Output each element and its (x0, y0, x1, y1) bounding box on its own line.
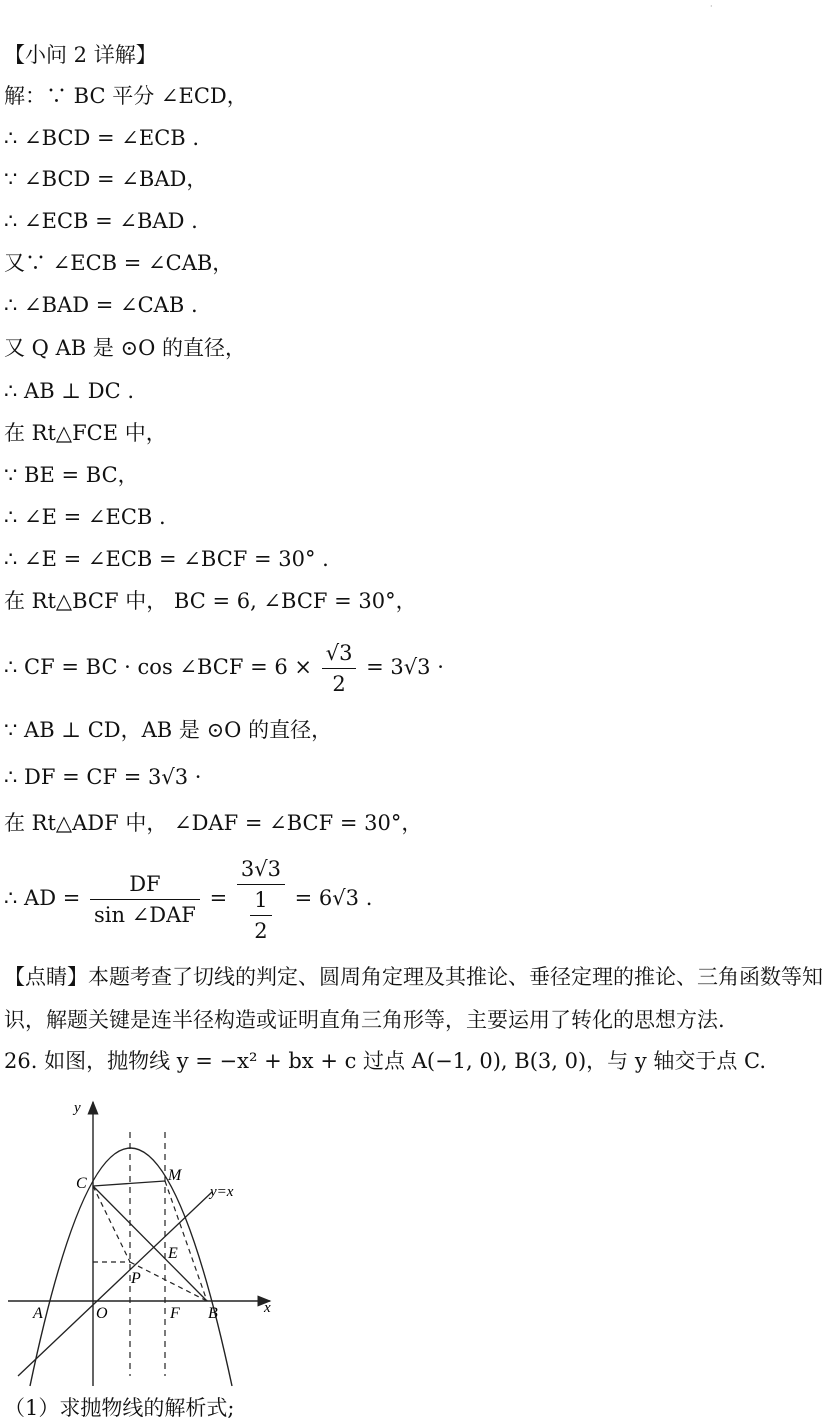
ad-fraction-2-numerator: 3√3 (237, 854, 285, 885)
cf-equation (4, 636, 444, 699)
ad-inner-fraction (250, 885, 271, 946)
cf-fraction-numerator: √3 (322, 638, 357, 669)
solution-line-9: 在 Rt△FCE 中， (4, 421, 167, 445)
label-m: M (168, 1167, 182, 1184)
ad-inner-denominator: 2 (254, 918, 268, 943)
label-p: P (131, 1270, 141, 1287)
solution-line-3: ∵ ∠BCD = ∠BAD， (4, 167, 208, 191)
ad-fraction-2-denominator (237, 885, 285, 946)
label-x-axis: x (264, 1300, 271, 1316)
solution-line-14: ∵ AB ⊥ CD，AB 是 ⊙O 的直径， (4, 718, 333, 742)
solution-line-8: ∴ AB ⊥ DC . (4, 379, 134, 403)
solution-line-12: ∴ ∠E = ∠ECB = ∠BCF = 30° . (4, 547, 329, 571)
segment-cb (93, 1186, 207, 1301)
solution-line-1: 解：∵ BC 平分 ∠ECD， (4, 84, 248, 108)
ad-fraction-1 (90, 869, 200, 930)
corner-dot: · (710, 2, 713, 11)
problem-statement: 26. 如图，抛物线 y = −x² + bx + c 过点 A(−1, 0), B(3, 0)，与 y 轴交于点 C. (4, 1049, 767, 1073)
segment-cp (93, 1186, 130, 1262)
ad-equation (4, 852, 372, 946)
label-a: A (33, 1305, 43, 1322)
solution-line-15: ∴ DF = CF = 3√3 · (4, 765, 202, 789)
solution-line-5: 又∵ ∠ECB = ∠CAB， (4, 251, 234, 275)
label-y-axis: y (74, 1100, 81, 1116)
segment-cm (93, 1181, 165, 1186)
solution-line-16: 在 Rt△ADF 中， ∠DAF = ∠BCF = 30°， (4, 811, 423, 835)
label-o: O (96, 1305, 108, 1322)
comment-paragraph: 【点睛】本题考查了切线的判定、圆周角定理及其推论、垂径定理的推论、三角函数等知识，解题关键是连半径构造或证明直角三角形等，主要运用了转化的思想方法. (4, 965, 823, 1032)
cf-suffix: = 3√3 · (366, 655, 444, 679)
ad-equals: = (209, 886, 228, 910)
ad-inner-numerator: 1 (250, 885, 271, 916)
ad-suffix: = 6√3 . (294, 886, 373, 910)
cf-prefix: ∴ CF = BC · cos ∠BCF = 6 × (4, 655, 313, 679)
label-line: y=x (210, 1184, 234, 1200)
ad-fraction-2 (237, 854, 285, 946)
solution-line-11: ∴ ∠E = ∠ECB . (4, 505, 166, 529)
cf-fraction-denominator: 2 (332, 672, 346, 696)
solution-line-10: ∵ BE = BC， (4, 463, 139, 487)
line-y-equals-x (18, 1192, 212, 1376)
ad-prefix: ∴ AD = (4, 886, 81, 910)
question-1: （1）求抛物线的解析式; (4, 1396, 235, 1420)
solution-line-4: ∴ ∠ECB = ∠BAD . (4, 209, 198, 233)
solution-line-13: 在 Rt△BCF 中， BC = 6, ∠BCF = 30°， (4, 589, 417, 613)
solution-heading: 【小问 2 详解】 (4, 43, 157, 67)
parabola-figure (0, 1090, 290, 1390)
label-f: F (170, 1305, 180, 1322)
ad-fraction-1-denominator: sin ∠DAF (94, 903, 196, 927)
label-c: C (76, 1175, 87, 1192)
cf-fraction (322, 638, 357, 699)
solution-line-2: ∴ ∠BCD = ∠ECB . (4, 126, 200, 150)
label-e: E (168, 1245, 178, 1262)
solution-line-7: 又 Q AB 是 ⊙O 的直径， (4, 336, 247, 360)
solution-line-6: ∴ ∠BAD = ∠CAB . (4, 293, 198, 317)
ad-fraction-1-numerator: DF (90, 869, 200, 900)
label-b: B (208, 1305, 218, 1322)
